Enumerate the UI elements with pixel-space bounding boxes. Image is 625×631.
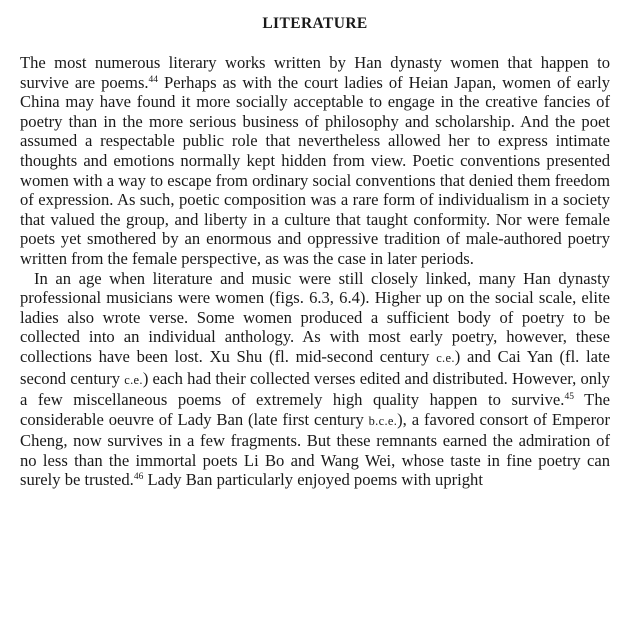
body-text xyxy=(20,53,610,490)
era-bce: b.c.e. xyxy=(368,413,398,428)
p1-text-b: Perhaps as with the court ladies of Heian Japan, women of early China may have found it more socially acceptable to engage in the creative fancies of poetry than in the more serious business of philosophy and scholarship. And the poet assumed a respectable public role that nevertheless allowed her to express intimate thoughts and emotions normally kept hidden from view. Poetic conventions presented women with a way to escape from ordinary social conventions that denied them freedom of expression. As such, poetic composition was a rare form of individualism in a society that valued the group, and liberty in a culture that taught conformity. Nor were female poets yet smothered by an enormous and oppressive tradition of male-authored poetry written from the female perspective, as was the case in later periods. xyxy=(20,72,610,268)
paragraph-1 xyxy=(20,53,610,269)
paragraph-2 xyxy=(20,269,610,491)
era-ce-1: c.e. xyxy=(436,350,455,365)
p2-text-f: Lady Ban particularly enjoyed poems with upright xyxy=(143,470,483,490)
p2-text-b: ) and Cai Yan (fl. late second century xyxy=(20,346,610,388)
era-ce-2: c.e. xyxy=(124,372,143,387)
p2-text-c: ) each had their collected verses edited and distributed. However, only a few miscellaneous poems of extremely high quality happen to survive. xyxy=(20,368,610,410)
document-page xyxy=(20,0,610,490)
p2-text-d: The considerable oeuvre of Lady Ban (late first century xyxy=(20,390,610,429)
p1-text-a: The most numerous literary works written by Han dynasty women that happen to survive are poems. xyxy=(20,53,610,92)
section-heading: LITERATURE xyxy=(262,15,368,32)
p2-text-e: ), a favored consort of Emperor Cheng, now survives in a few fragments. But these remnants earned the admiration of no less than the immortal poets Li Bo and Wang Wei, whose taste in fine poetry can surely be trusted. xyxy=(20,409,610,490)
footnote-ref-44: 44 xyxy=(148,74,159,85)
p2-text-a: In an age when literature and music were still closely linked, many Han dynasty professional musicians were women (figs. 6.3, 6.4). Higher up on the social scale, elite ladies also wrote verse. Some women produced a sufficient body of poetry to be collected into an individual anthology. As with most early poetry, however, these collections have been lost. Xu Shu (fl. mid-second century xyxy=(20,268,610,366)
footnote-ref-45: 45 xyxy=(564,392,574,403)
footnote-ref-46: 46 xyxy=(133,472,144,483)
